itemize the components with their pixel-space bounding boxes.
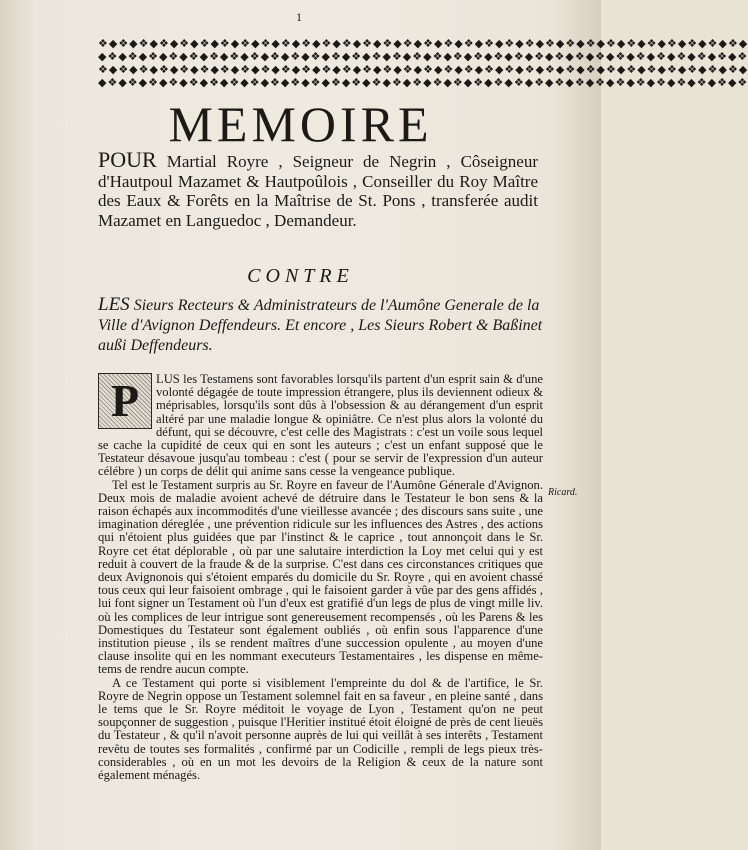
body-text (98, 373, 543, 782)
plaintiff-lead: POUR (98, 147, 157, 172)
page-number: 1 (296, 10, 302, 24)
paragraph-2: Tel est le Testament surpris au Sr. Royre en faveur de l'Aumône Génerale d'Avignon. Deux mois de maladie avoient achevé de détruire dans le Testateur le bon sens & la raison échapés aux incommodités d'une vieillesse avancée ; des discours sans suite , une imagination déreglée , une prévention ridicule sur les influences des Astres , des actions qui n'étoient plus guidées que par l'instinct & le caprice , tout annonçoit dans le Sr. Royre cet état déplorable , où par une salutaire interdiction la Loy met celui qui y est reduit à couvert de la fraude & de la surprise. C'est dans ces circonstances critiques que deux Avignonois qui s'étoient emparés du domicile du Sr. Royre , qui en avoient chassé tous ceux qui leur faisoient ombrage , qui le faisoient garder à vûe par des gens affidés , lui font signer un Testament où l'un d'eux est gratifié d'un legs de plus de vingt mille liv. où les complices de leur intrigue sont genereusement recompensés , où les Parens & les Domestiques du Testateur sont également oubliés , où enfin sous l'apparence d'une institution pieuse , ils se rendent maîtres d'une succession opulente , au moyen d'une clause insolite qui en les nommant executeurs Testamentaires , les dispense en même-tems de rendre aucun compte. (98, 477, 543, 677)
paragraph-1-text: LUS les Testamens sont favorables lorsqu'ils partent d'un esprit sain & d'une volonté dégagée de toute impression étrangere, plus ils deviennent odieux & méprisables, lorsqu'ils sont dûs à l'obsession & au dérangement d'un esprit altéré par une maladie longue & opiniâtre. Ce n'est plus alors la volonté du défunt, qui se découvre, c'est celle des Magistrats : c'est un voile sous lequel se cache la cupidité de ceux qui en sont les auteurs ; c'est un enfant supposé que le Testateur désavoue jusqu'au tombeau : c'est ( pour se servir de l'expression d'un auteur célébre ) un corps de délit qui anime sans cesse la vengeance publique. (98, 372, 543, 479)
plaintiff-text: Martial Royre , Seigneur de Negrin , Côseigneur d'Hautpoul Mazamet & Hautpoûlois , Conseiller du Roy Maître des Eaux & Forêts en la Maîtrise de St. Pons , transferée audit Mazamet en Languedoc , Demandeur. (98, 152, 538, 230)
defendants-lead: LES (98, 294, 130, 315)
margin-note: Ricard. (548, 487, 578, 498)
defendants-block (98, 295, 543, 356)
paragraph-3: A ce Testament qui porte si visiblement l'empreinte du dol & de l'artifice, le Sr. Royre de Negrin oppose un Testament solemnel fait en sa faveur , en pleine santé , dans le tems que le Sr. Royre méditoit le voyage de Lyon , Testament qu'on ne peut soupçonner de suggestion , puisque l'Heritier institué étoit éloigné de près de cent lieuës du Testateur , & qu'il n'avoit personne auprès de lui qui veillât à ses interêts , Testament revêtu de toutes ses formalités , confirmé par un Codicille , rempli de legs pieux très-considerables , où en un mot les devoirs de la Religion & ceux de la nature sont également ménagés. (98, 675, 543, 783)
paragraph-1 (98, 373, 543, 479)
ornamental-border: ❖◆❖◆❖◆❖◆❖◆❖◆❖◆❖◆❖◆❖◆❖◆❖◆❖◆❖◆❖◆❖◆❖◆❖◆❖◆❖◆❖◆❖◆❖◆❖◆❖◆❖◆❖◆❖◆❖◆❖◆❖◆❖◆ ◆❖◆❖◆❖◆❖◆❖◆❖◆❖◆❖◆❖◆❖◆❖◆❖◆❖◆❖◆❖◆❖◆❖◆❖◆❖◆❖◆❖◆❖◆❖◆❖◆❖◆❖◆❖◆❖◆❖◆❖◆❖◆❖ ❖◆❖◆❖◆❖◆❖◆❖◆❖◆❖◆❖◆❖◆❖◆❖◆❖◆❖◆❖◆❖◆❖◆❖◆❖◆❖◆❖◆❖◆❖◆❖◆❖◆❖◆❖◆❖◆❖◆❖◆❖◆❖◆ ◆❖◆❖◆❖◆❖◆❖◆❖◆❖◆❖◆❖◆❖◆❖◆❖◆❖◆❖◆❖◆❖◆❖◆❖◆❖◆❖◆❖◆❖◆❖◆❖◆❖◆❖◆❖◆❖◆❖◆❖◆❖◆❖ (98, 38, 748, 89)
drop-cap-letter: P (99, 374, 151, 428)
drop-cap (98, 373, 152, 429)
contre-heading: CONTRE (247, 265, 354, 287)
plaintiff-block (98, 147, 538, 230)
defendants-text: Sieurs Recteurs & Administrateurs de l'Aumône Generale de la Ville d'Avignon Deffendeurs. Et encore , Les Sieurs Robert & Baßinet außi Deffendeurs. (98, 297, 543, 354)
document-title: MEMOIRE (168, 96, 433, 152)
